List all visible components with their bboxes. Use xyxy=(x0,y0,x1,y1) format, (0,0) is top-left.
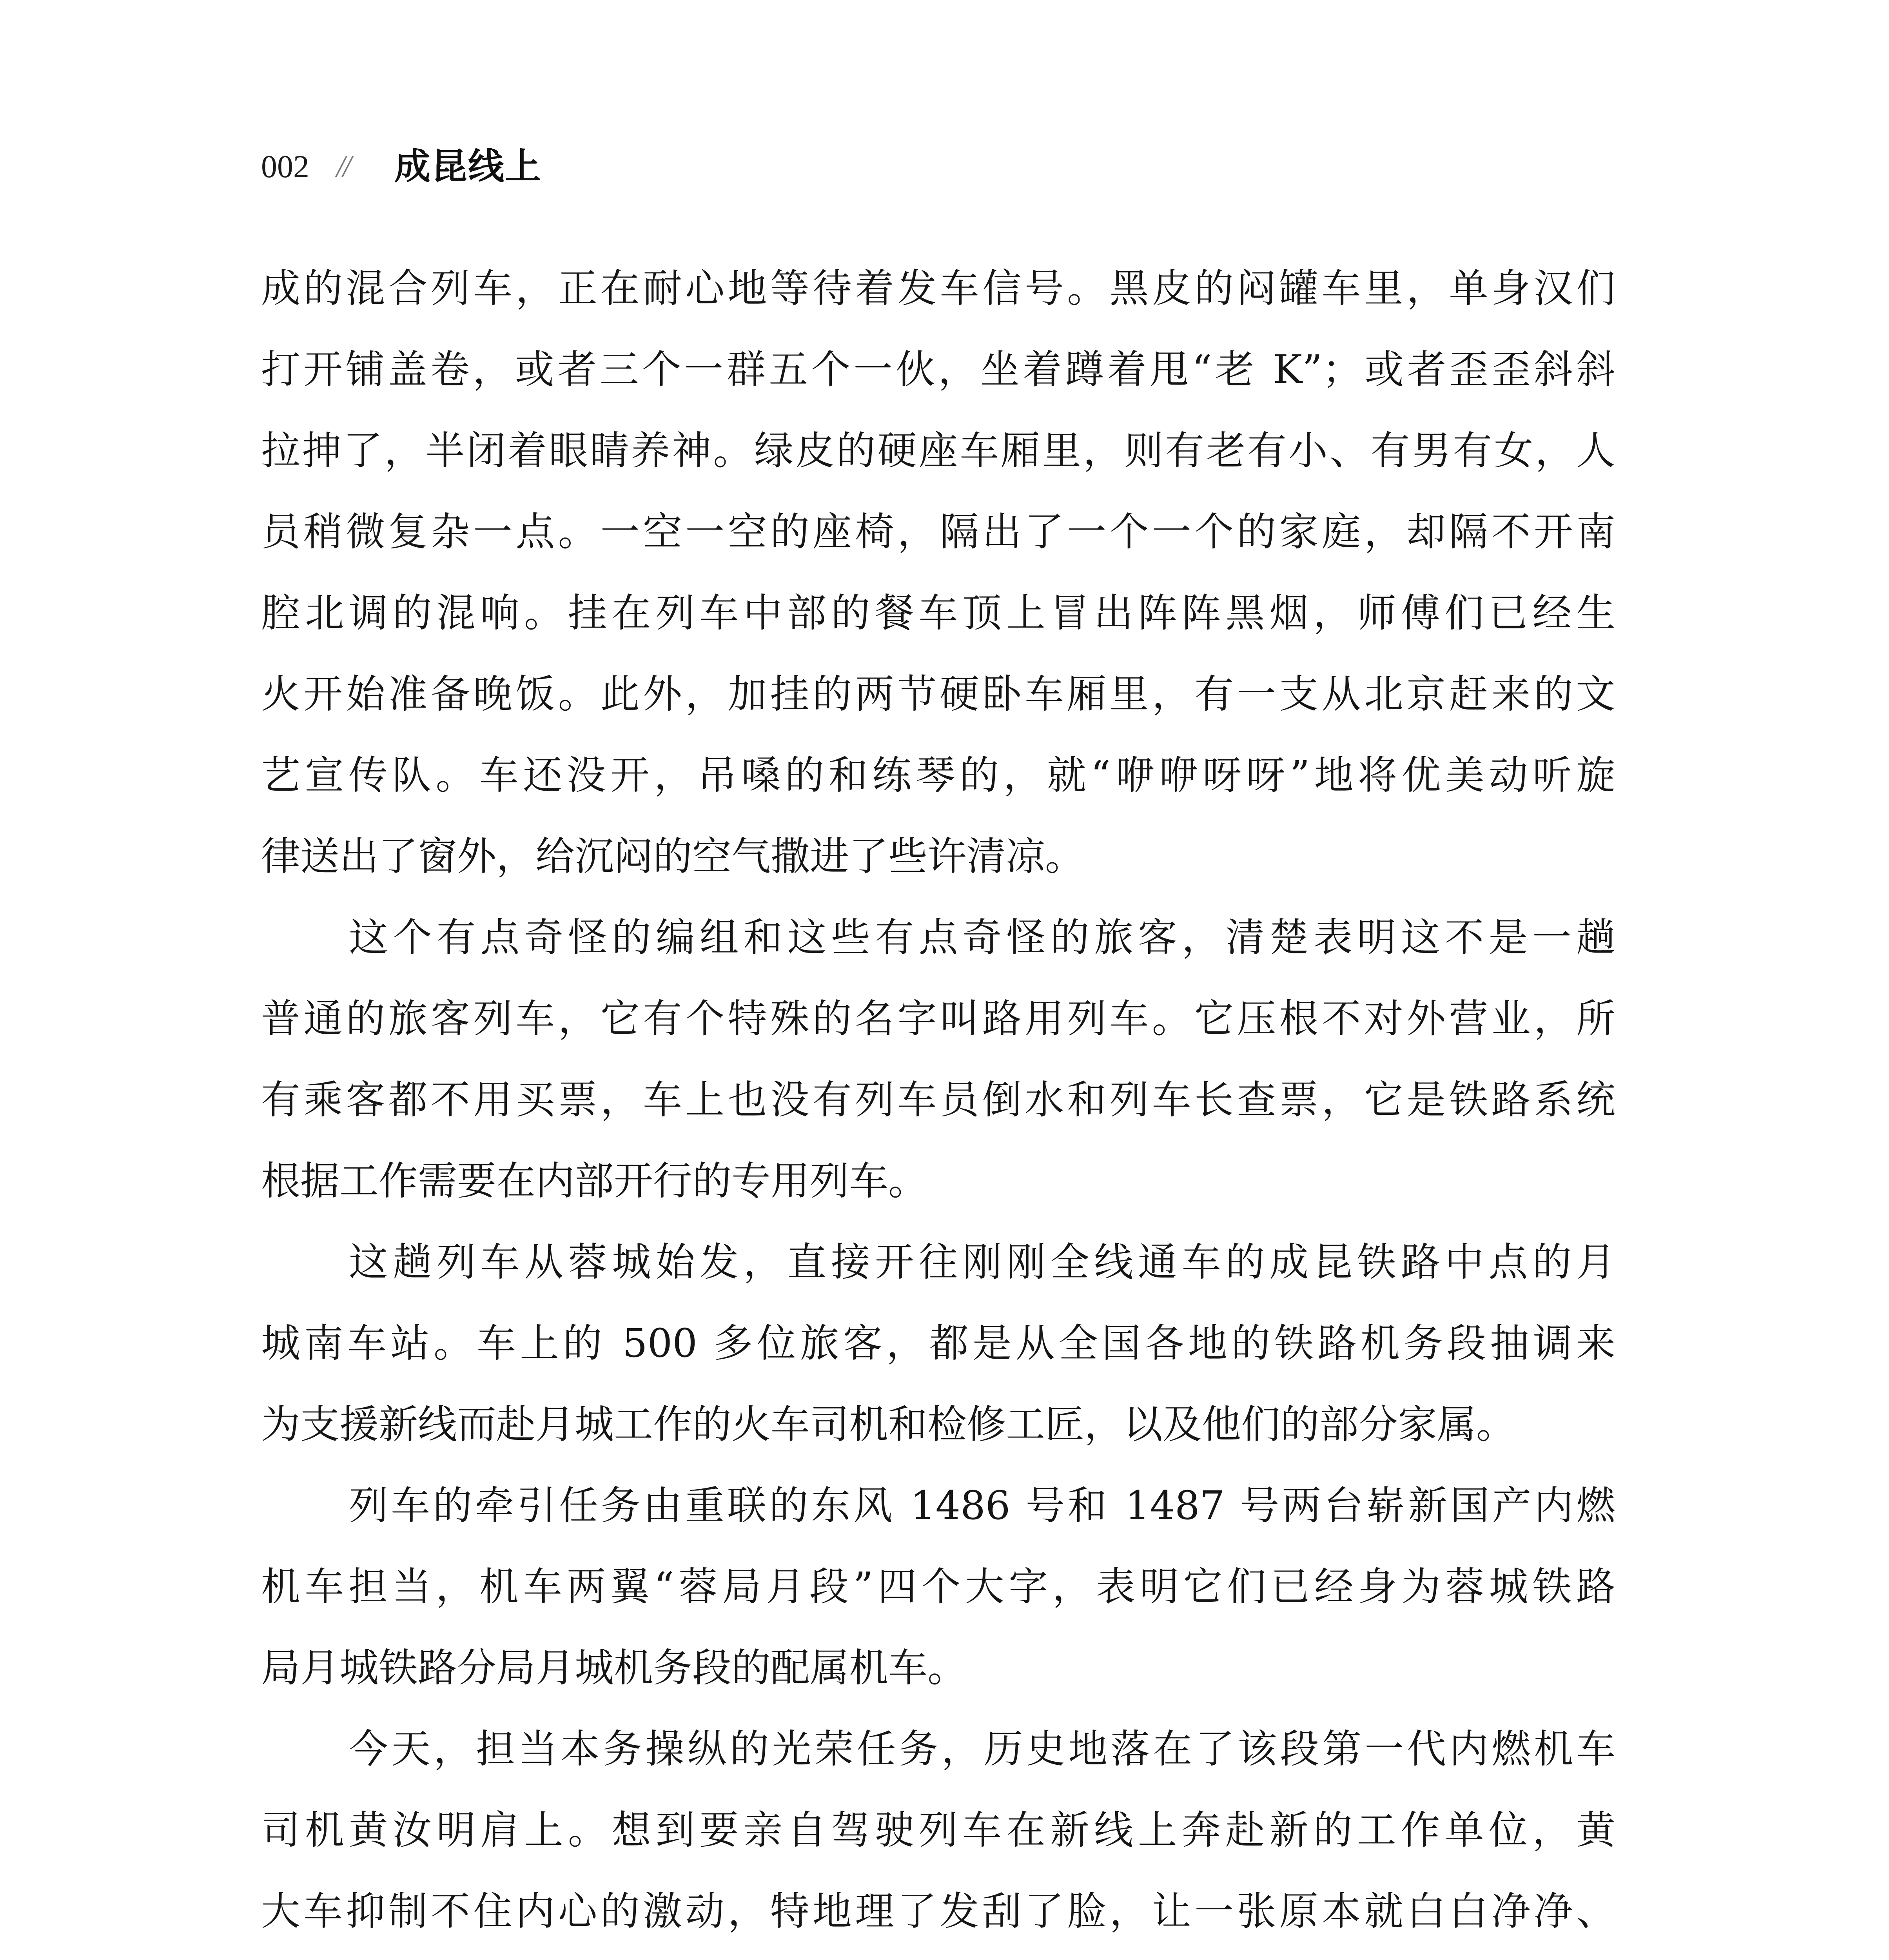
text-line: 这趟列车从蓉城始发，直接开往刚刚全线通车的成昆铁路中点的月 xyxy=(349,1239,1615,1285)
text-line: 律送出了窗外，给沉闷的空气撒进了些许清凉。 xyxy=(261,833,1084,879)
paragraph xyxy=(261,1708,1615,1960)
paragraph xyxy=(261,1465,1615,1708)
paragraph xyxy=(261,248,1615,897)
text-line: 根据工作需要在内部开行的专用列车。 xyxy=(261,1158,927,1204)
book-title: 成昆线上 xyxy=(394,145,542,187)
text-line: 火开始准备晚饭。此外，加挂的两节硬卧车厢里，有一支从北京赶来的文 xyxy=(261,671,1615,717)
paragraph xyxy=(261,897,1615,1221)
text-line: 打开铺盖卷，或者三个一群五个一伙，坐着蹲着甩“老 K”；或者歪歪斜斜 xyxy=(261,347,1615,392)
text-line: 员稍微复杂一点。一空一空的座椅，隔出了一个一个的家庭，却隔不开南 xyxy=(261,509,1615,555)
text-line: 为支援新线而赴月城工作的火车司机和检修工匠，以及他们的部分家属。 xyxy=(261,1401,1515,1447)
running-header xyxy=(0,141,1889,192)
text-line: 列车的牵引任务由重联的东风 1486 号和 1487 号两台崭新国产内燃 xyxy=(349,1483,1615,1528)
text-line: 普通的旅客列车，它有个特殊的名字叫路用列车。它压根不对外营业，所 xyxy=(261,996,1615,1042)
body-text xyxy=(261,248,1615,1960)
text-line: 今天，担当本务操纵的光荣任务，历史地落在了该段第一代内燃机车 xyxy=(349,1726,1615,1772)
text-line xyxy=(261,1952,1615,1960)
text-line: 这个有点奇怪的编组和这些有点奇怪的旅客，清楚表明这不是一趟 xyxy=(349,915,1615,960)
text-line: 拉抻了，半闭着眼睛养神。绿皮的硬座车厢里，则有老有小、有男有女，人 xyxy=(261,428,1615,474)
text-line: 机车担当，机车两翼“蓉局月段”四个大字，表明它们已经身为蓉城铁路 xyxy=(261,1564,1615,1610)
paragraph xyxy=(261,1221,1615,1465)
text-line: 大车抑制不住内心的激动，特地理了发刮了脸，让一张原本就白白净净、 xyxy=(261,1888,1615,1934)
text-line: 艺宣传队。车还没开，吊嗓的和练琴的，就“咿咿呀呀”地将优美动听旋 xyxy=(261,752,1615,798)
text-line: 有乘客都不用买票，车上也没有列车员倒水和列车长查票，它是铁路系统 xyxy=(261,1077,1615,1123)
text-line: 城南车站。车上的 500 多位旅客，都是从全国各地的铁路机务段抽调来 xyxy=(261,1320,1615,1366)
text-line: 成的混合列车，正在耐心地等待着发车信号。黑皮的闷罐车里，单身汉们 xyxy=(261,265,1615,311)
header-separator: // xyxy=(336,149,349,184)
text-line: 局月城铁路分局月城机务段的配属机车。 xyxy=(261,1645,967,1691)
page-number: 002 xyxy=(261,149,309,184)
text-line: 司机黄汝明肩上。想到要亲自驾驶列车在新线上奔赴新的工作单位，黄 xyxy=(261,1807,1615,1853)
text-line: 腔北调的混响。挂在列车中部的餐车顶上冒出阵阵黑烟，师傅们已经生 xyxy=(261,590,1615,636)
